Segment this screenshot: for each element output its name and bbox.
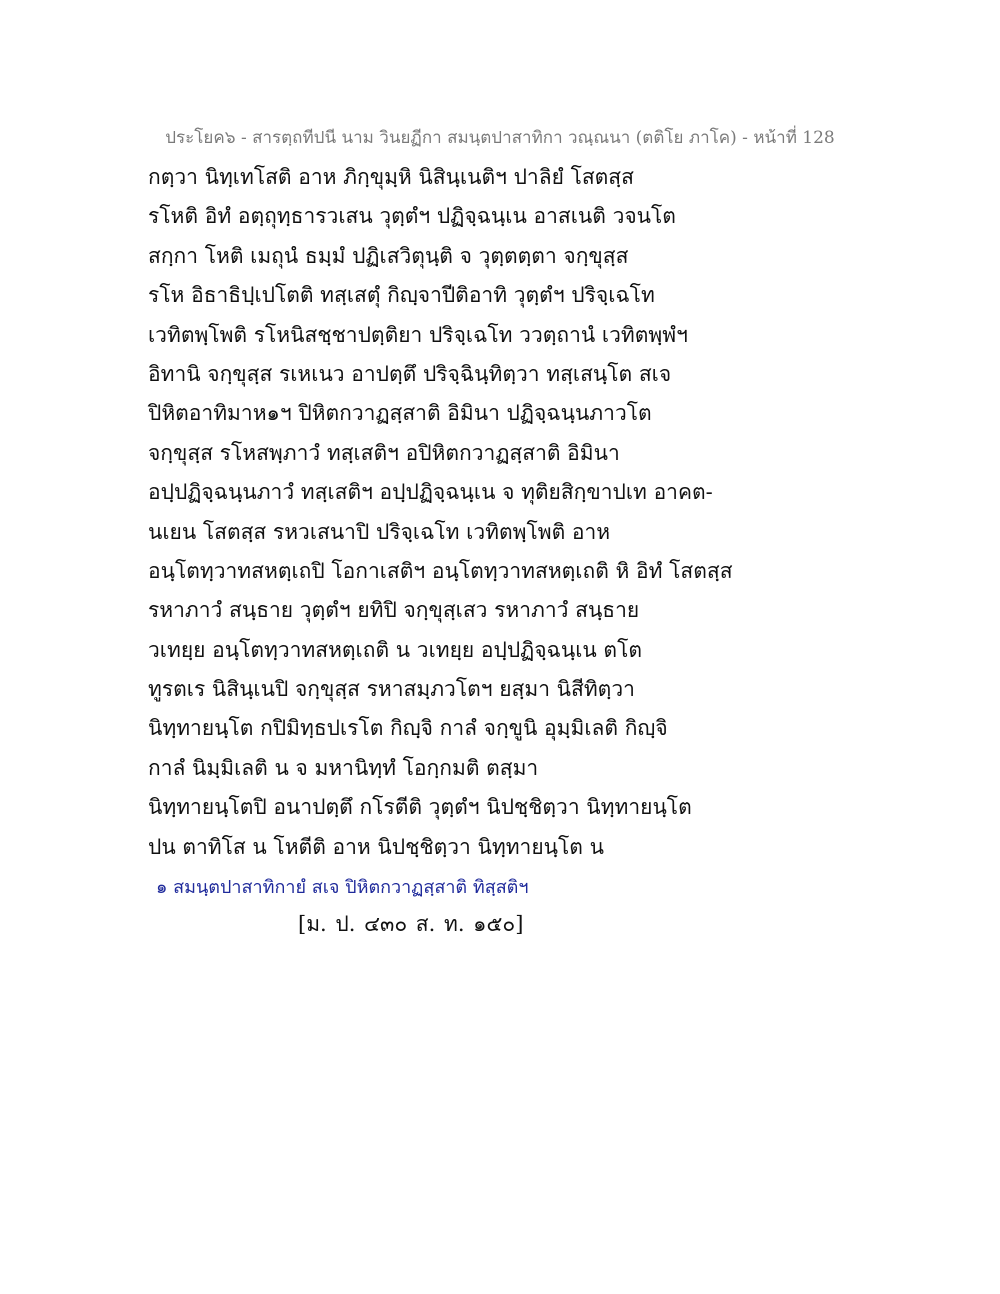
- text-line: นิทฺทายนฺโต กปิมิทฺธปเรโต กิญฺจิ กาลํ จกฺขูนิ อุมฺมิเลติ กิญฺจิ: [148, 716, 668, 741]
- text-line: รหาภาวํ สนฺธาย วุตฺตํฯ ยทิปิ จกฺขุสฺเสว รหาภาวํ สนฺธาย: [148, 598, 640, 623]
- text-line: ทูรตเร นิสินฺเนปิ จกฺขุสฺส รหาสมฺภวโตฯ ยสฺมา นิสีทิตฺวา: [148, 677, 635, 702]
- text-line: อปฺปฏิจฺฉนฺนภาวํ ทสฺเสติฯ อปฺปฏิจฺฉนฺเน จ ทุติยสิกฺขาปเท อาคต-: [148, 480, 713, 505]
- text-line: ปน ตาทิโส น โหตีติ อาห นิปชฺชิตฺวา นิทฺทายนฺโต น: [148, 834, 604, 859]
- text-line: อนฺโตทฺวาทสหตฺเถปิ โอกาเสติฯ อนฺโตทฺวาทสหตฺเถติ หิ อิทํ โสตสฺส: [148, 558, 733, 583]
- text-line: ปิหิตอาทิมาห๑ฯ ปิหิตกวาฏสฺสาติ อิมินา ปฏิจฺฉนฺนภาวโต: [148, 401, 652, 426]
- text-line: รโห อิธาธิปฺเปโตติ ทสฺเสตุํ กิญฺจาปีติอาทิ วุตฺตํฯ ปริจฺเฉโท: [148, 283, 655, 308]
- footnote: ๑ สมนฺตปาสาทิกายํ สเจ ปิหิตกวาฏสฺสาติ ทิสฺสติฯ: [156, 877, 529, 898]
- page-reference: [ม. ป. ๔๓๐ ส. ท. ๑๕๐]: [298, 912, 524, 936]
- body-text: [148, 158, 868, 867]
- text-line: กตฺวา นิทฺเทโสติ อาห ภิกฺขุมฺหิ นิสินฺเนติฯ ปาลิยํ โสตสฺส: [148, 165, 634, 189]
- text-line: รโหติ อิทํ อตฺถุทฺธารวเสน วุตฺตํฯ ปฏิจฺฉนฺเน อาสเนติ วจนโต: [148, 204, 676, 229]
- text-line: นเยน โสตสฺส รหวเสนาปิ ปริจฺเฉโท เวทิตพฺโพติ อาห: [148, 519, 611, 544]
- running-header: ประโยค๖ - สารตฺถทีปนี นาม วินยฏีกา สมนฺตปาสาทิกา วณฺณนา (ตติโย ภาโค) - หน้าที่ 128: [165, 128, 835, 148]
- text-line: เวทิตพฺโพติ รโหนิสชฺชาปตฺติยา ปริจฺเฉโท ววตฺถานํ เวทิตพฺพํฯ: [148, 322, 688, 347]
- text-line: อิทานิ จกฺขุสฺส รเหเนว อาปตฺตึ ปริจฺฉินฺทิตฺวา ทสฺเสนฺโต สเจ: [148, 361, 672, 386]
- text-line: นิทฺทายนฺโตปิ อนาปตฺตึ กโรตีติ วุตฺตํฯ นิปชฺชิตฺวา นิทฺทายนฺโต: [148, 795, 692, 820]
- text-line: วเทยฺย อนฺโตทฺวาทสหตฺเถติ น วเทยฺย อปฺปฏิจฺฉนฺเน ตโต: [148, 637, 642, 662]
- text-line: สกฺกา โหติ เมถุนํ ธมฺมํ ปฏิเสวิตุนฺติ จ วุตฺตตฺตา จกฺขุสฺส: [148, 243, 629, 268]
- text-line: กาลํ นิมฺมิเลติ น จ มหานิทฺทํ โอกฺกมติ ตสฺมา: [148, 755, 539, 780]
- text-line: จกฺขุสฺส รโหสพฺภาวํ ทสฺเสติฯ อปิหิตกวาฏสฺสาติ อิมินา: [148, 440, 620, 465]
